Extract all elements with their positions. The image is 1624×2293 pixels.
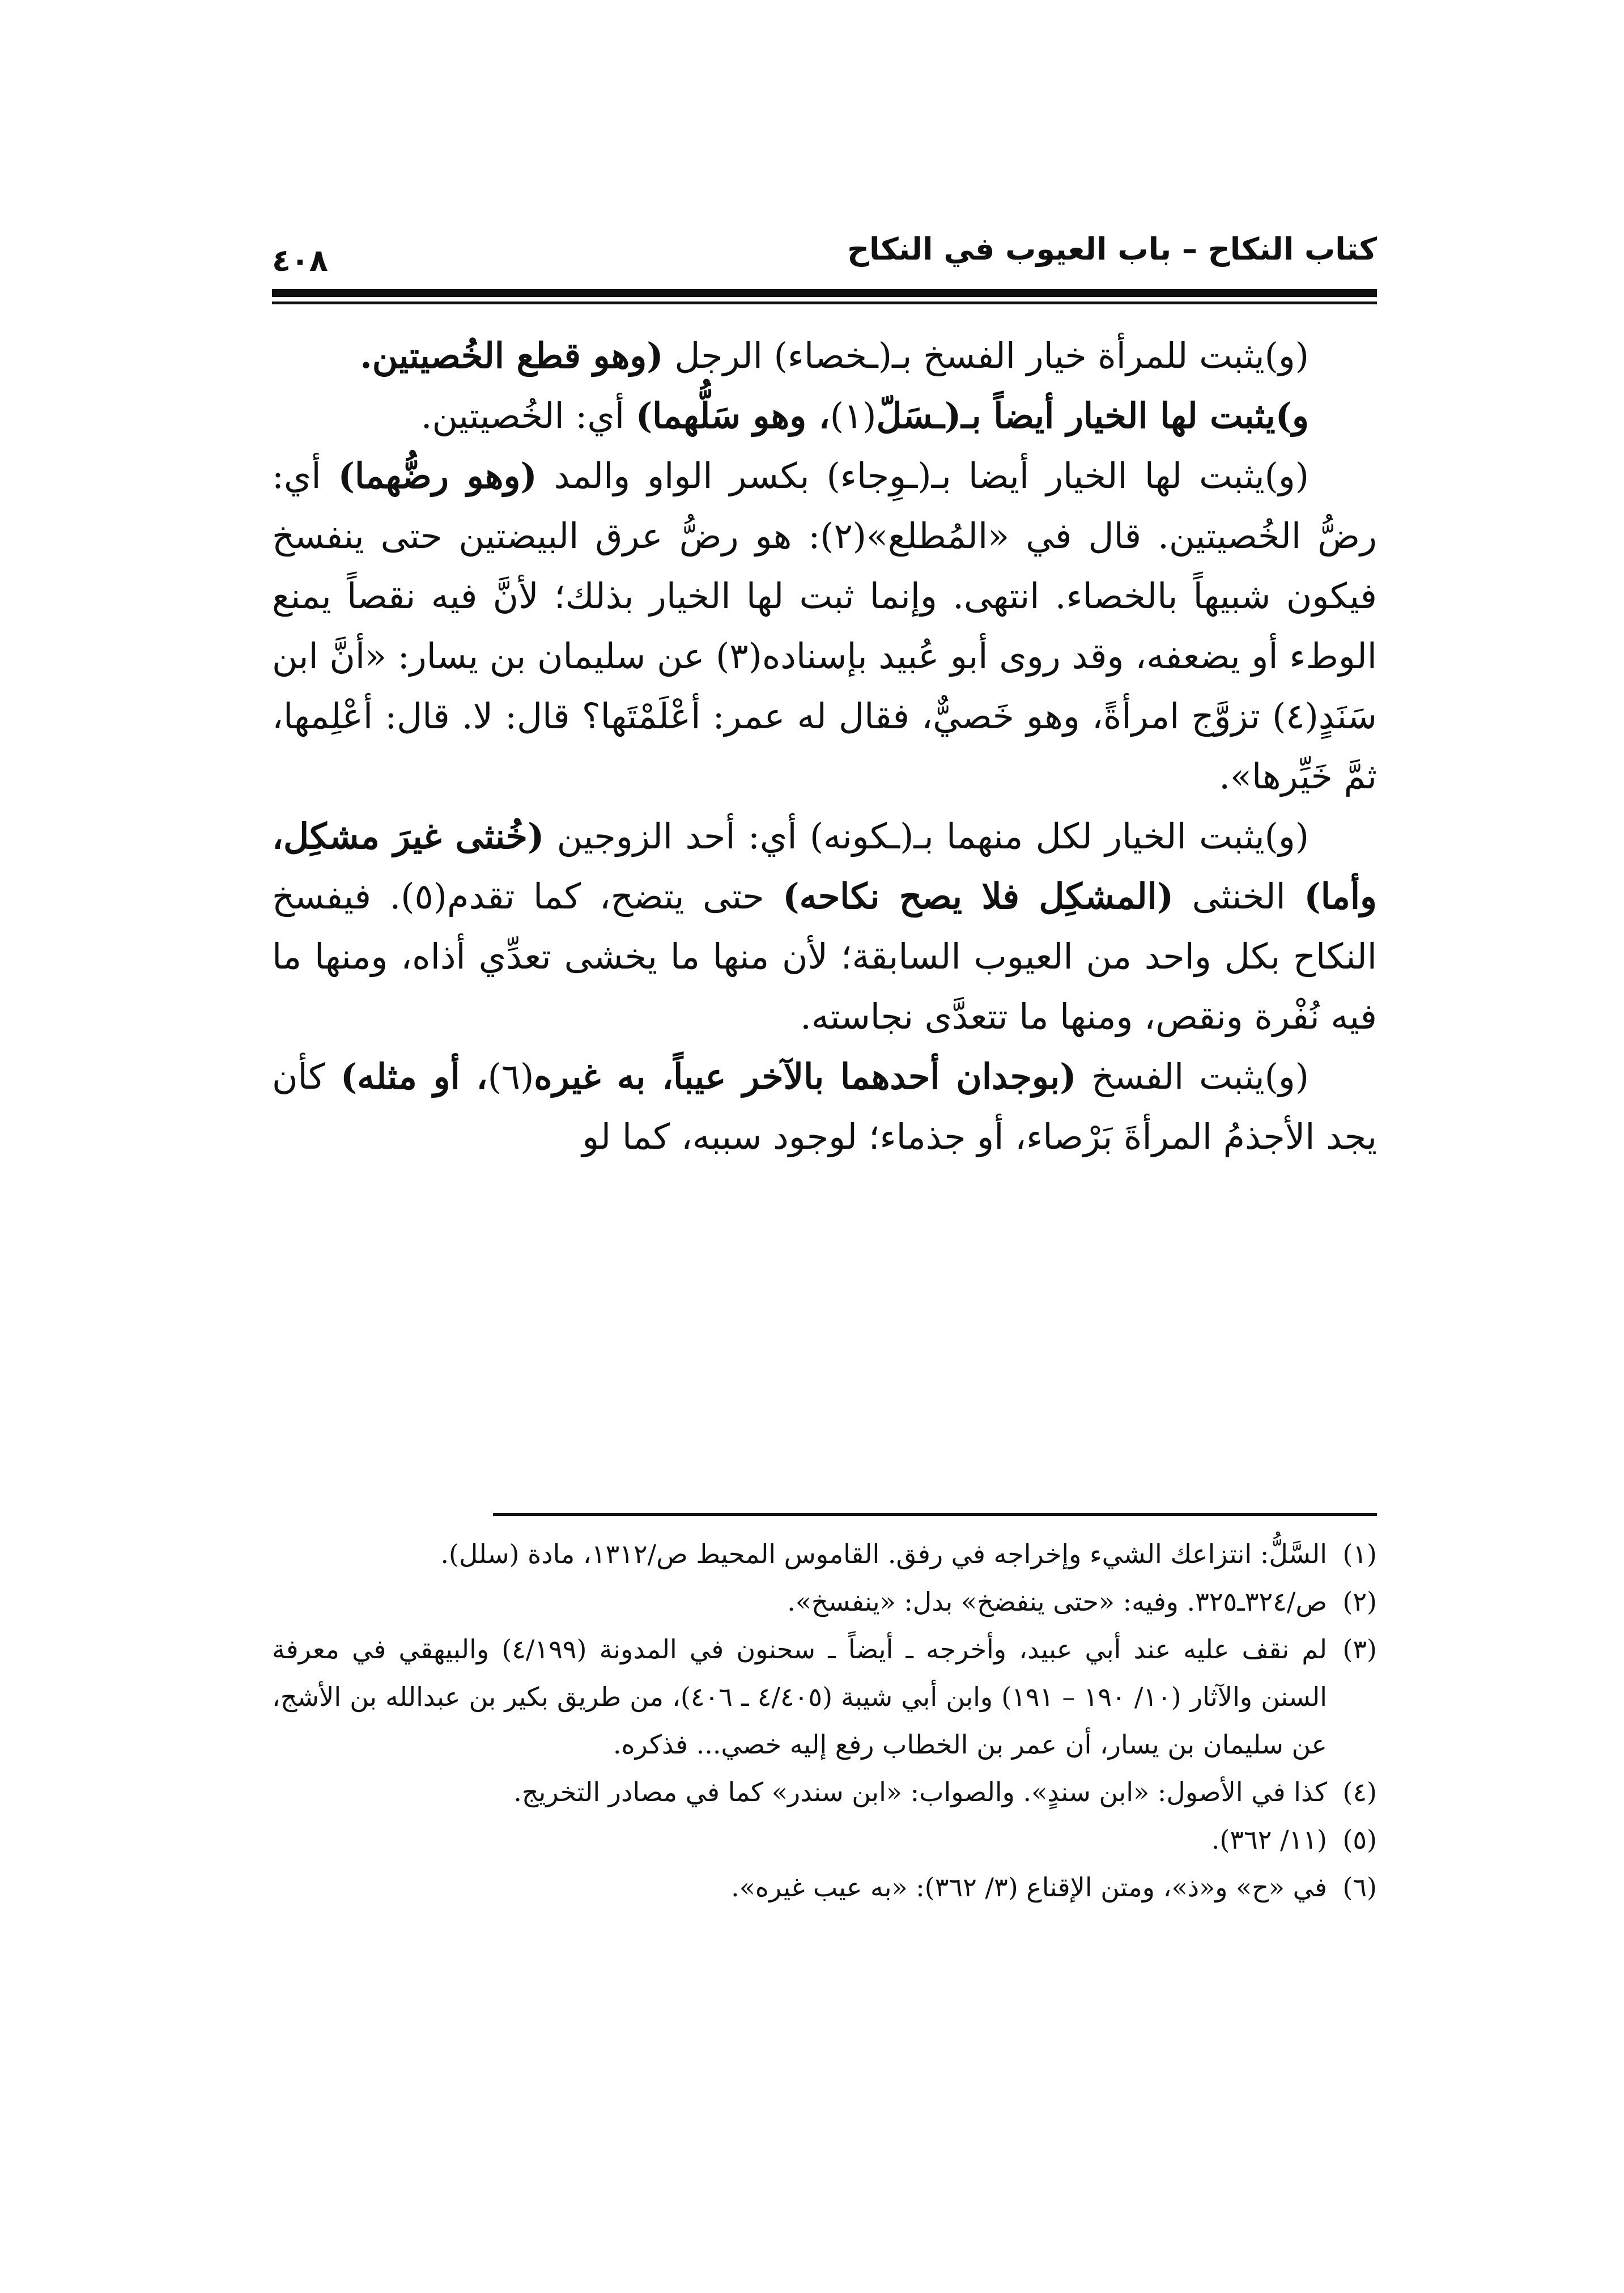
page-number: ٤٠٨	[272, 243, 328, 278]
footnote	[272, 1816, 1377, 1863]
text-run: . فيفسخ النكاح بكل واحد من العيوب السابقة؛ لأن منها ما يخشى تعدِّي أذاه، ومنها ما فيه نُفْرة ونقص، ومنها ما تتعدَّى نجاسته.	[272, 876, 1377, 1037]
footnote-text: في «ح» و«ذ»، ومتن الإقناع (٣/ ٣٦٢): «به عيب غيره».	[731, 1872, 1327, 1903]
main-text	[272, 326, 1377, 1167]
header-rule-thin	[272, 302, 1377, 304]
footnote-text: السَّلُّ: انتزاعك الشيء وإخراجه في رفق. القاموس المحيط ص/١٣١٢، مادة (سلل).	[440, 1539, 1327, 1569]
footnote-number: (٥)	[1342, 1824, 1377, 1855]
header-rule-thick	[272, 289, 1377, 297]
bold-text-run: (وهو قطع الخُصيتين.	[360, 335, 664, 376]
text-run: (و)يثبت للمرأة خيار الفسخ بـ(ـخصاء) الرجل	[663, 335, 1309, 376]
footnote-number: (١)	[1342, 1539, 1377, 1569]
text-run: أي: الخُصيتين.	[420, 395, 636, 436]
text-run: (و)يثبت الخيار لكل منهما بـ(ـكونه)	[809, 816, 1309, 857]
bold-text-run: ، أو مثله)	[340, 1056, 488, 1097]
footnote-ref: (٤)	[1272, 695, 1319, 737]
footnote	[272, 1863, 1377, 1911]
footnote-number: (٤)	[1342, 1777, 1377, 1807]
text-run: (و)يثبت الفسخ	[1076, 1056, 1309, 1097]
text-run: تزوَّج امرأةً، وهو خَصيٌّ، فقال له عمر: أعْلَمْتَها؟ قال: لا. قال: أعْلِمها، ثمَّ خَيِّرها».	[272, 695, 1377, 797]
paragraph-wija	[272, 446, 1377, 806]
footnote	[272, 1530, 1377, 1578]
text-run: : هو رضُّ عرق البيضتين حتى ينفسخ فيكون شبيهاً بالخصاء. انتهى. وإنما ثبت لها الخيار بذلك؛ لأنَّ فيه نقصاً يمنع الوطء أو يضعفه، وقد روى أبو عُبيد بإسناده	[272, 515, 1378, 677]
footnote-ref: (١)	[830, 395, 877, 436]
text-run: الخنثى	[1174, 876, 1304, 917]
footnotes	[272, 1530, 1377, 1911]
text-run: كأن يجد الأجذمُ المرأةَ بَرْصاء، أو جذماء؛ لوجود سببه، كما لو	[272, 1056, 1377, 1157]
footnote-text: كذا في الأصول: «ابن سندٍ». والصواب: «ابن سندر» كما في مصادر التخريج.	[513, 1777, 1327, 1807]
footnote-text: ص/٣٢٤ـ٣٢٥. وفيه: «حتى ينفضخ» بدل: «ينفسخ».	[787, 1586, 1327, 1617]
footnote-text: (١١/ ٣٦٢).	[1211, 1824, 1327, 1855]
paragraph-khuntha	[272, 806, 1377, 1047]
footnote	[272, 1578, 1377, 1625]
footnote-ref: (٦)	[487, 1056, 534, 1097]
text-run: أي: رضُّ الخُصيتين. قال في «المُطلع»	[272, 455, 1377, 557]
bold-text-run: (وهو رضُّهما)	[338, 455, 537, 496]
paragraph-sall	[272, 386, 1377, 446]
footnote-number: (٣)	[1342, 1634, 1377, 1664]
footnote	[272, 1768, 1377, 1816]
footnote-ref: (٥)	[401, 876, 447, 917]
footnote-separator	[493, 1513, 1377, 1516]
paragraph-wijdan	[272, 1047, 1377, 1167]
text-run: عن سليمان بن يسار: «أنَّ ابن سَنَدٍ	[272, 635, 1377, 737]
footnote-ref: (٢)	[820, 515, 866, 557]
footnote-number: (٢)	[1342, 1586, 1377, 1617]
bold-text-run: ، وهو سَلُّهما)	[635, 395, 830, 436]
bold-text-run: (خُنثى غيرَ مشكِل، وأما)	[272, 816, 1377, 917]
footnote-text: لم نقف عليه عند أبي عبيد، وأخرجه ـ أيضاً ـ سحنون في المدونة (٤/١٩٩) والبيهقي في معرفة السنن والآثار (١٠/ ١٩٠ – ١٩١) وابن أبي شيبة (٤/٤٠٥ ـ ٤٠٦)، من طريق بكير بن عبدالله بن الأشج، عن سليمان بن يسار، أن عمر بن الخطاب رفع إليه خصي... فذكره.	[272, 1634, 1327, 1760]
paragraph-khisa	[272, 326, 1377, 386]
footnote	[272, 1625, 1377, 1768]
text-run: (و)يثبت لها الخيار أيضا بـ(ـوِجاء) بكسر الواو والمد	[537, 455, 1309, 496]
bold-text-run: (المشكِل فلا يصح نكاحه)	[783, 876, 1174, 917]
running-title: كتاب النكاح – باب العيوب في النكاح	[847, 231, 1377, 267]
footnote-number: (٦)	[1342, 1872, 1377, 1903]
bold-text-run: و)يثبت لها الخيار أيضاً بـ(ـسَلّ	[876, 395, 1309, 436]
text-run: أي: أحد الزوجين	[544, 816, 810, 857]
page-header	[272, 221, 1377, 312]
text-run: حتى يتضح، كما تقدم	[447, 876, 783, 917]
bold-text-run: (بوجدان أحدهما بالآخر عيباً، به غيره	[534, 1056, 1077, 1097]
footnote-ref: (٣)	[716, 635, 762, 677]
